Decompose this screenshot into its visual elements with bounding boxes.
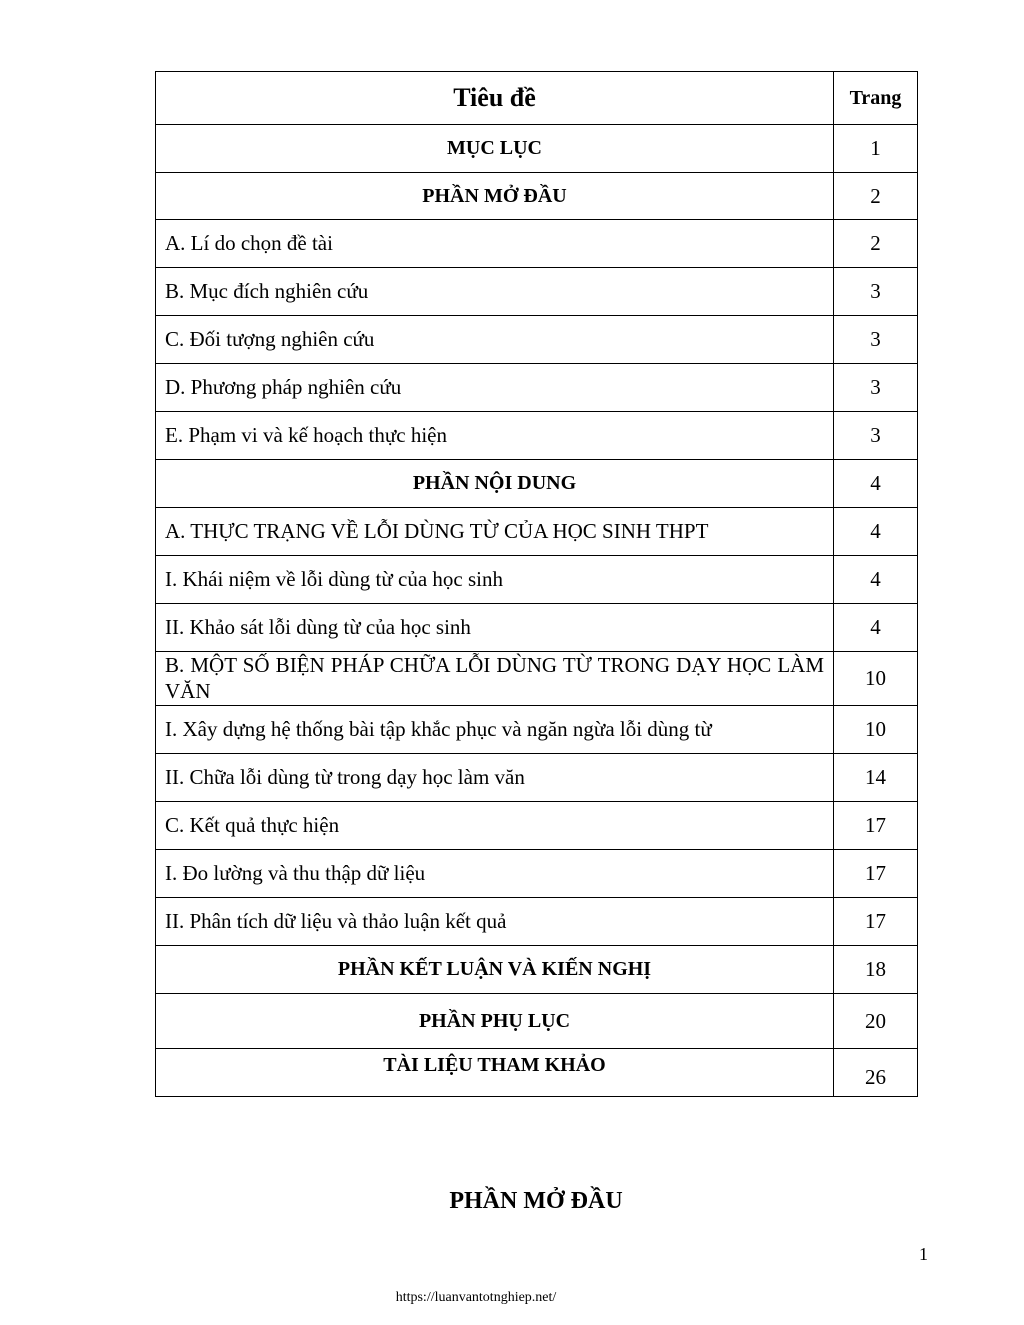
toc-row-title: PHẦN PHỤ LỤC [156,994,834,1049]
toc-row-title: E. Phạm vi và kế hoạch thực hiện [156,412,834,460]
toc-row-page: 4 [834,460,918,508]
section-heading: PHẦN MỞ ĐẦU [449,1188,623,1214]
toc-row-page: 20 [834,994,918,1049]
table-row [156,946,918,994]
table-row [156,706,918,754]
table-row [156,604,918,652]
toc-row-title: II. Khảo sát lỗi dùng từ của học sinh [156,604,834,652]
table-row [156,125,918,173]
table-row [156,1049,918,1097]
table-row [156,556,918,604]
toc-row-page: 2 [834,220,918,268]
table-row [156,802,918,850]
toc-row-title: C. Kết quả thực hiện [156,802,834,850]
toc-row-page: 17 [834,802,918,850]
table-row [156,460,918,508]
toc-row-title: II. Chữa lỗi dùng từ trong dạy học làm văn [156,754,834,802]
toc-row-title: PHẦN MỞ ĐẦU [156,173,834,220]
toc-row-title: I. Khái niệm về lỗi dùng từ của học sinh [156,556,834,604]
toc-row-page: 4 [834,508,918,556]
toc-header-page: Trang [834,72,918,125]
toc-row-title: II. Phân tích dữ liệu và thảo luận kết quả [156,898,834,946]
toc-header-title: Tiêu đề [156,72,834,125]
table-row [156,412,918,460]
table-row [156,898,918,946]
toc-row-page: 10 [834,652,918,706]
toc-row-page: 3 [834,316,918,364]
toc-row-title: C. Đối tượng nghiên cứu [156,316,834,364]
toc-row-title: MỤC LỤC [156,125,834,173]
toc-row-title: B. MỘT SỐ BIỆN PHÁP CHỮA LỖI DÙNG TỪ TRONG DẠY HỌC LÀM VĂN [156,652,834,706]
table-row [156,994,918,1049]
toc-row-title: PHẦN KẾT LUẬN VÀ KIẾN NGHỊ [156,946,834,994]
toc-row-title: TÀI LIỆU THAM KHẢO [156,1049,834,1097]
toc-row-page: 17 [834,898,918,946]
table-row [156,850,918,898]
toc-row-title: A. THỰC TRẠNG VỀ LỖI DÙNG TỪ CỦA HỌC SINH THPT [156,508,834,556]
table-of-contents [155,71,918,1097]
toc-row-title: D. Phương pháp nghiên cứu [156,364,834,412]
toc-row-title: I. Đo lường và thu thập dữ liệu [156,850,834,898]
toc-row-title: A. Lí do chọn đề tài [156,220,834,268]
toc-row-page: 2 [834,173,918,220]
toc-header-row [156,72,918,125]
table-row [156,508,918,556]
toc-row-page: 17 [834,850,918,898]
table-row [156,316,918,364]
toc-row-page: 14 [834,754,918,802]
toc-row-page: 3 [834,364,918,412]
toc-row-page: 4 [834,604,918,652]
toc-row-page: 10 [834,706,918,754]
table-row [156,754,918,802]
table-row [156,173,918,220]
toc-row-page: 3 [834,268,918,316]
table-row [156,652,918,706]
page-number: 1 [919,1244,928,1264]
footer-url: https://luanvantotnghiep.net/ [395,1290,557,1305]
toc-row-page: 18 [834,946,918,994]
toc-row-title: B. Mục đích nghiên cứu [156,268,834,316]
toc-row-page: 1 [834,125,918,173]
table-row [156,364,918,412]
toc-row-title: PHẦN NỘI DUNG [156,460,834,508]
toc-row-title: I. Xây dựng hệ thống bài tập khắc phục và ngăn ngừa lỗi dùng từ [156,706,834,754]
toc-row-page: 4 [834,556,918,604]
table-row [156,268,918,316]
toc-row-page: 3 [834,412,918,460]
toc-row-page: 26 [834,1049,918,1097]
table-row [156,220,918,268]
